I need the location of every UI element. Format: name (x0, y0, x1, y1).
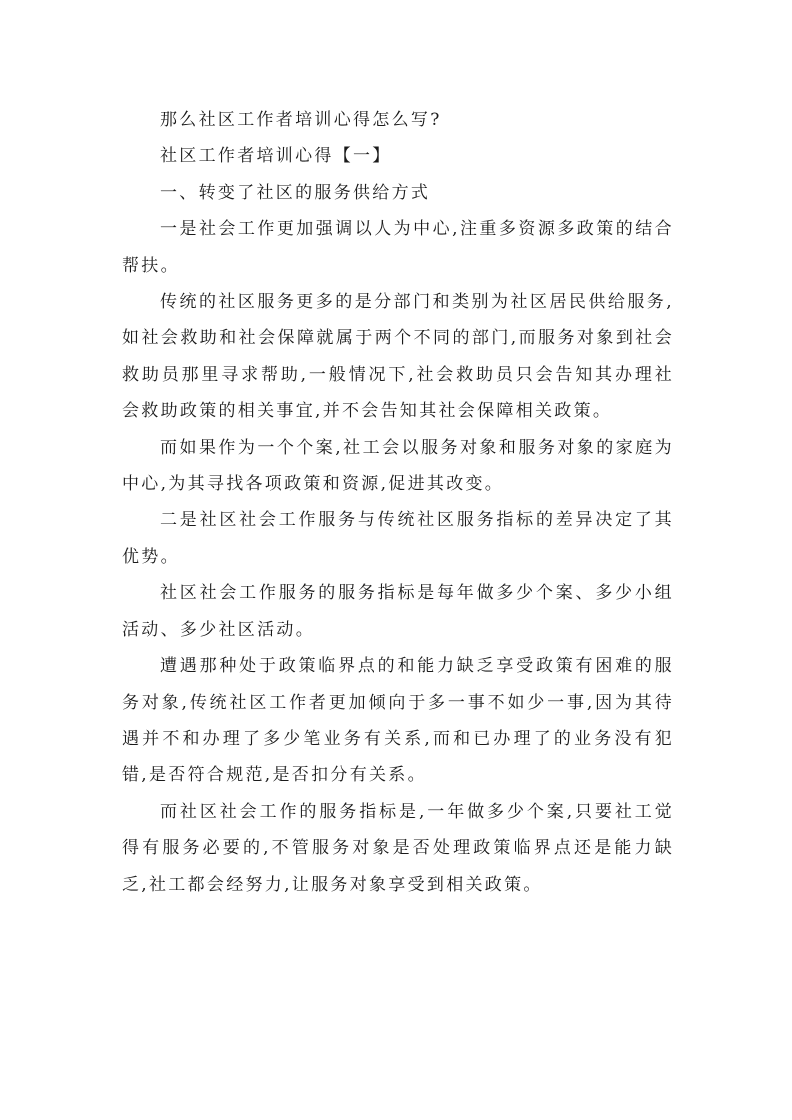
paragraph: 而社区社会工作的服务指标是,一年做多少个案,只要社工觉得有服务必要的,不管服务对象是否处理政策临界点还是能力缺乏,社工都会经努力,让服务对象享受到相关政策。 (122, 801, 674, 895)
paragraph: 二是社区社会工作服务与传统社区服务指标的差异决定了其优势。 (122, 510, 674, 567)
subsection-heading: 一、转变了社区的服务供给方式 (160, 182, 431, 203)
section-heading: 社区工作者培训心得【一】 (160, 146, 392, 167)
paragraph: 而如果作为一个个案,社工会以服务对象和服务对象的家庭为中心,为其寻找各项政策和资源,促进其改变。 (122, 437, 674, 495)
paragraph: 遭遇那种处于政策临界点的和能力缺乏享受政策有困难的服务对象,传统社区工作者更加倾向于多一事不如少一事,因为其待遇并不和办理了多少笔业务有关系,而和已办理了的业务没有犯错,是否符合规范,是否扣分有关系。 (122, 656, 674, 786)
paragraph: 一是社会工作更加强调以人为中心,注重多资源多政策的结合帮扶。 (122, 219, 674, 276)
paragraph: 传统的社区服务更多的是分部门和类别为社区居民供给服务,如社会救助和社会保障就属于两个不同的部门,而服务对象到社会救助员那里寻求帮助,一般情况下,社会救助员只会告知其办理社会救助政策的相关事宜,并不会告知其社会保障相关政策。 (122, 292, 674, 422)
paragraph: 社区社会工作服务的服务指标是每年做多少个案、多少小组活动、多少社区活动。 (122, 583, 674, 640)
document-page (122, 102, 674, 903)
intro-question: 那么社区工作者培训心得怎么写? (160, 110, 442, 130)
